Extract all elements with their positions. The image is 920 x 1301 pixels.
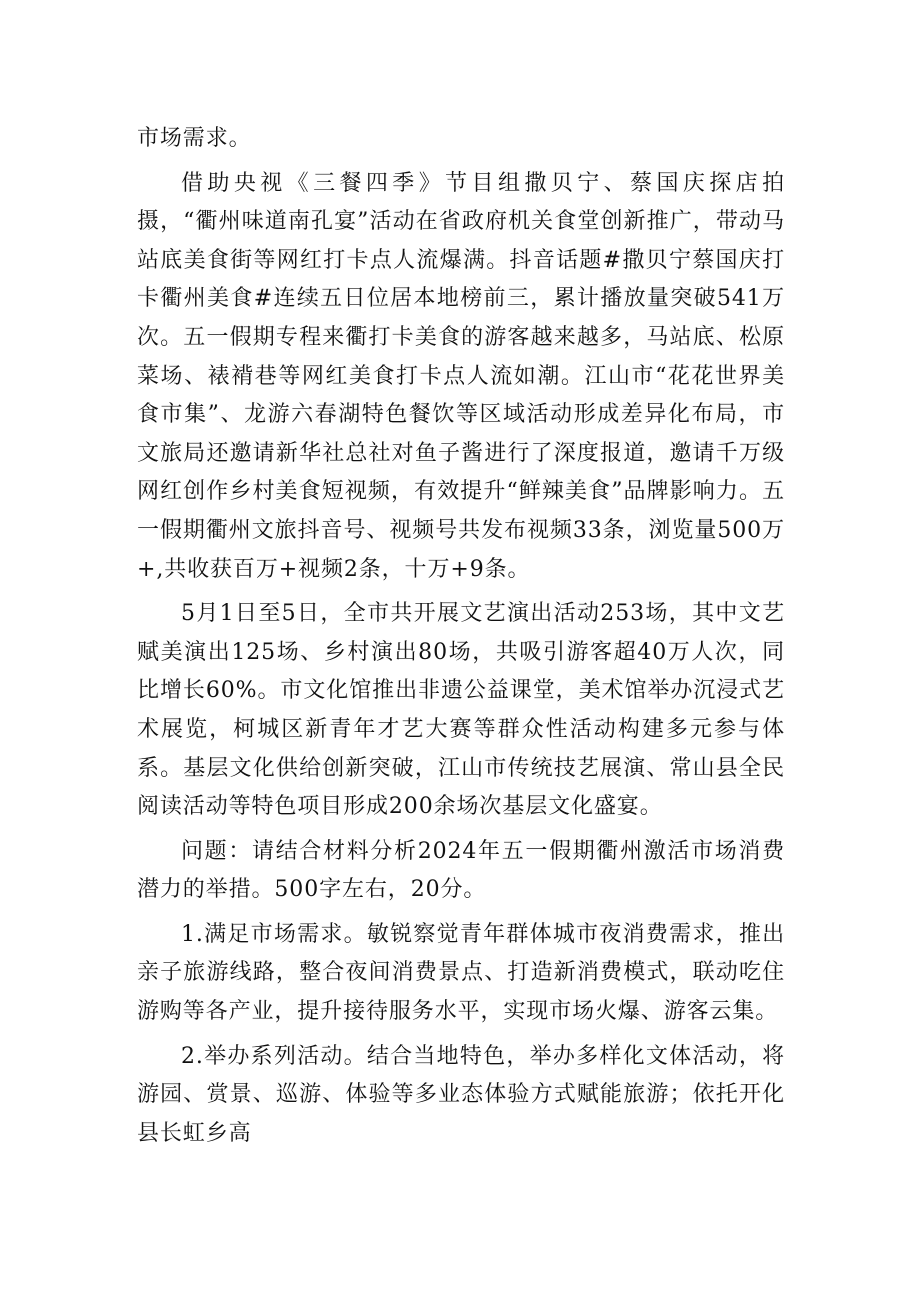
paragraph-market-demand-tail: 市场需求。 — [137, 126, 252, 151]
paragraph-answer-point-1: 1.满足市场需求。敏锐察觉青年群体城市夜消费需求，推出亲子旅游线路，整合夜间消费景点、打造新消费模式，联动吃住游购等各产业，提升接待服务水平，实现市场火爆、游客云集。 — [137, 921, 785, 1025]
paragraph-cultural-performances: 5月1日至5日，全市共开展文艺演出活动253场，其中文艺赋美演出125场、乡村演出80场，共吸引游客超40万人次，同比增长60%。市文化馆推出非遗公益课堂，美术馆举办沉浸式艺术展览，柯城区新青年才艺大赛等群众性活动构建多元参与体系。基层文化供给创新突破，江山市传统技艺展演、常山县全民阅读活动等特色项目形成200余场次基层文化盛宴。 — [137, 601, 785, 820]
paragraph-cctv-promotion: 借助央视《三餐四季》节目组撒贝宁、蔡国庆探店拍摄，“衢州味道南孔宴”活动在省政府机关食堂创新推广，带动马站底美食街等网红打卡点人流爆满。抖音话题#撒贝宁蔡国庆打卡衢州美食#连续五日位居本地榜前三，累计播放量突破541万次。五一假期专程来衢打卡美食的游客越来越多，马站底、松原菜场、裱褙巷等网红美食打卡点人流如潮。江山市“花花世界美食市集”、龙游六春湖特色餐饮等区域活动形成差异化布局，市文旅局还邀请新华社总社对鱼子酱进行了深度报道，邀请千万级网红创作乡村美食短视频，有效提升“鲜辣美食”品牌影响力。五一假期衢州文旅抖音号、视频号共发布视频33条，浏览量500万+,共收获百万+视频2条，十万+9条。 — [137, 170, 785, 582]
paragraph-question: 问题：请结合材料分析2024年五一假期衢州激活市场消费潜力的举措。500字左右，20分。 — [137, 838, 785, 903]
paragraph-answer-point-2: 2.举办系列活动。结合当地特色，举办多样化文体活动，将游园、赏景、巡游、体验等多业态体验方式赋能旅游；依托开化县长虹乡高 — [137, 1043, 785, 1146]
